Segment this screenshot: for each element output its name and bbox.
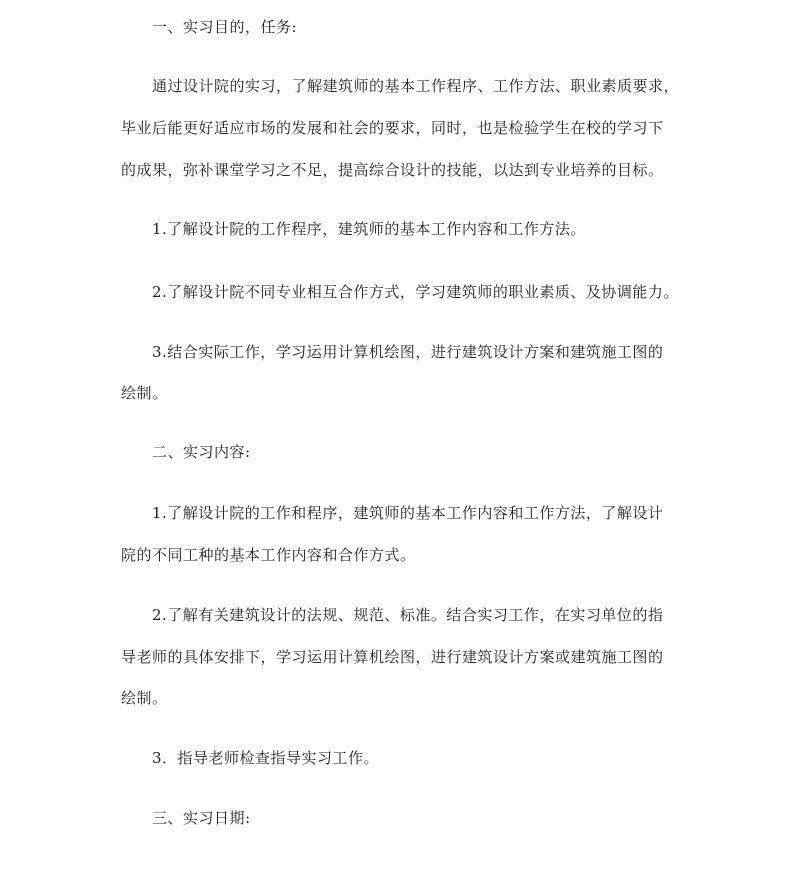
purpose-item-3-line-2: 绘制。 xyxy=(121,384,168,402)
purpose-item-2: 2.了解设计院不同专业相互合作方式，学习建筑师的职业素质、及协调能力。 xyxy=(152,283,679,301)
content-item-1-line-1: 1.了解设计院的工作和程序，建筑师的基本工作内容和工作方法，了解设计 xyxy=(152,504,664,522)
section-heading-dates: 三、实习日期: xyxy=(152,809,251,827)
section-heading-purpose: 一、实习目的，任务: xyxy=(152,18,298,36)
intro-line-3: 的成果，弥补课堂学习之不足，提高综合设计的技能，以达到专业培养的目标。 xyxy=(121,161,664,179)
purpose-item-3-line-1: 3.结合实际工作，学习运用计算机绘图，进行建筑设计方案和建筑施工图的 xyxy=(152,343,664,361)
content-item-1-line-2: 院的不同工种的基本工作内容和合作方式。 xyxy=(121,546,416,564)
intro-line-2: 毕业后能更好适应市场的发展和社会的要求，同时，也是检验学生在校的学习下 xyxy=(121,119,664,137)
content-item-3: 3．指导老师检查指导实习工作。 xyxy=(152,749,380,767)
content-item-2-line-2: 导老师的具体安排下，学习运用计算机绘图，进行建筑设计方案或建筑施工图的 xyxy=(121,648,664,666)
section-heading-content: 二、实习内容: xyxy=(152,443,251,461)
content-item-2-line-1: 2.了解有关建筑设计的法规、规范、标准。结合实习工作，在实习单位的指 xyxy=(152,606,664,624)
intro-line-1: 通过设计院的实习，了解建筑师的基本工作程序、工作方法、职业素质要求， xyxy=(152,77,680,95)
content-item-2-line-3: 绘制。 xyxy=(121,689,168,707)
purpose-item-1: 1.了解设计院的工作程序，建筑师的基本工作内容和工作方法。 xyxy=(152,220,586,238)
